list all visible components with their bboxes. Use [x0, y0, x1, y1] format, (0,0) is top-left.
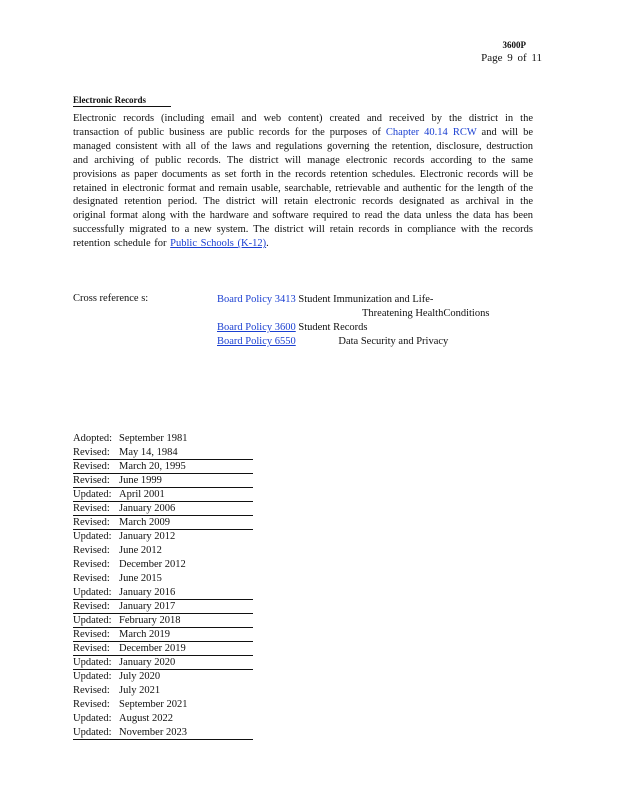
history-date: January 2006	[119, 503, 176, 514]
history-row	[73, 530, 253, 544]
history-date: March 2019	[119, 629, 171, 640]
history-row	[73, 572, 253, 586]
history-date: August 2022	[119, 713, 173, 724]
revision-history	[73, 432, 253, 740]
section-body	[73, 112, 533, 251]
history-label: Revised:	[73, 503, 110, 514]
history-row	[73, 544, 253, 558]
history-row	[73, 670, 253, 684]
cross-reference-item	[217, 293, 489, 321]
history-label: Revised:	[73, 545, 110, 556]
history-row	[73, 516, 253, 530]
cross-reference-item	[217, 321, 368, 335]
history-label: Updated:	[73, 713, 112, 724]
policy-title-cont: Threatening HealthConditions	[362, 308, 490, 319]
history-label: Revised:	[73, 601, 110, 612]
history-label: Revised:	[73, 559, 110, 570]
history-label: Updated:	[73, 671, 112, 682]
history-row	[73, 684, 253, 698]
history-date: March 20, 1995	[119, 461, 186, 472]
history-label: Updated:	[73, 615, 112, 626]
history-date: June 2012	[119, 545, 162, 556]
history-date: February 2018	[119, 615, 181, 626]
history-row	[73, 642, 253, 656]
history-date: January 2012	[119, 531, 176, 542]
history-row	[73, 502, 253, 516]
history-date: September 2021	[119, 699, 188, 710]
policy-number: 3600P	[502, 40, 526, 50]
schedule-link[interactable]: Public Schools (K-12)	[170, 238, 267, 250]
history-date: July 2021	[119, 685, 161, 696]
history-date: September 1981	[119, 433, 188, 444]
history-label: Revised:	[73, 573, 110, 584]
history-date: November 2023	[119, 727, 187, 738]
history-row	[73, 628, 253, 642]
cross-reference-item	[217, 335, 448, 349]
policy-link[interactable]: Board Policy 6550	[217, 336, 296, 347]
history-date: January 2020	[119, 657, 176, 668]
history-label: Updated:	[73, 489, 112, 500]
history-date: January 2016	[119, 587, 176, 598]
history-label: Revised:	[73, 461, 110, 472]
history-row	[73, 488, 253, 502]
history-label: Revised:	[73, 447, 110, 458]
policy-link[interactable]: Board Policy 3413	[217, 294, 296, 305]
history-label: Revised:	[73, 643, 110, 654]
history-date: December 2019	[119, 643, 186, 654]
history-row	[73, 460, 253, 474]
body-text-end: .	[266, 238, 269, 250]
history-row	[73, 656, 253, 670]
history-date: July 2020	[119, 671, 161, 682]
history-label: Revised:	[73, 685, 110, 696]
history-date: December 2012	[119, 559, 186, 570]
cross-reference-label: Cross reference s:	[73, 293, 149, 304]
body-text-part: Electronic records (including email and web content) created and received by the district in the transaction of public business are public records for the purposes of	[73, 113, 533, 138]
history-label: Revised:	[73, 699, 110, 710]
policy-title: Student Immunization and Life-	[298, 294, 434, 305]
history-date: January 2017	[119, 601, 176, 612]
history-label: Updated:	[73, 727, 112, 738]
history-label: Updated:	[73, 657, 112, 668]
history-date: April 2001	[119, 489, 165, 500]
section-heading: Electronic Records	[73, 95, 171, 107]
history-row	[73, 446, 253, 460]
history-label: Adopted:	[73, 433, 113, 444]
policy-link[interactable]: Board Policy 3600	[217, 322, 296, 333]
page-number: Page 9 of 11	[481, 52, 542, 64]
history-row	[73, 698, 253, 712]
history-date: May 14, 1984	[119, 447, 178, 458]
history-row	[73, 586, 253, 600]
history-row	[73, 712, 253, 726]
policy-title: Data Security and Privacy	[338, 336, 449, 347]
history-row	[73, 474, 253, 488]
history-date: June 2015	[119, 573, 162, 584]
history-row	[73, 432, 253, 446]
history-label: Updated:	[73, 531, 112, 542]
history-label: Revised:	[73, 517, 110, 528]
history-date: March 2009	[119, 517, 171, 528]
history-label: Updated:	[73, 587, 112, 598]
history-row	[73, 558, 253, 572]
chapter-link[interactable]: Chapter 40.14 RCW	[385, 126, 477, 138]
history-date: June 1999	[119, 475, 162, 486]
history-label: Revised:	[73, 475, 110, 486]
history-row	[73, 726, 253, 740]
history-label: Revised:	[73, 629, 110, 640]
policy-title: Student Records	[298, 322, 368, 333]
history-row	[73, 614, 253, 628]
history-row	[73, 600, 253, 614]
body-text-part: and will be managed consistent with all of the laws and regulations governing the retention, disclosure, destruction and archiving of public records. The district will manage electronic records according to the same provisions as paper documents as set forth in the records retention schedules. Electronic records will be retained in electronic format and remain usable, searchable, retrievable and authentic for the length of the designated retention period. The district will retain electronic records designated as archival in the original format along with the hardware and software required to read the data unless the data has been successfully migrated to a new system. The district will retain records in compliance with the records retention schedule for	[73, 126, 533, 250]
